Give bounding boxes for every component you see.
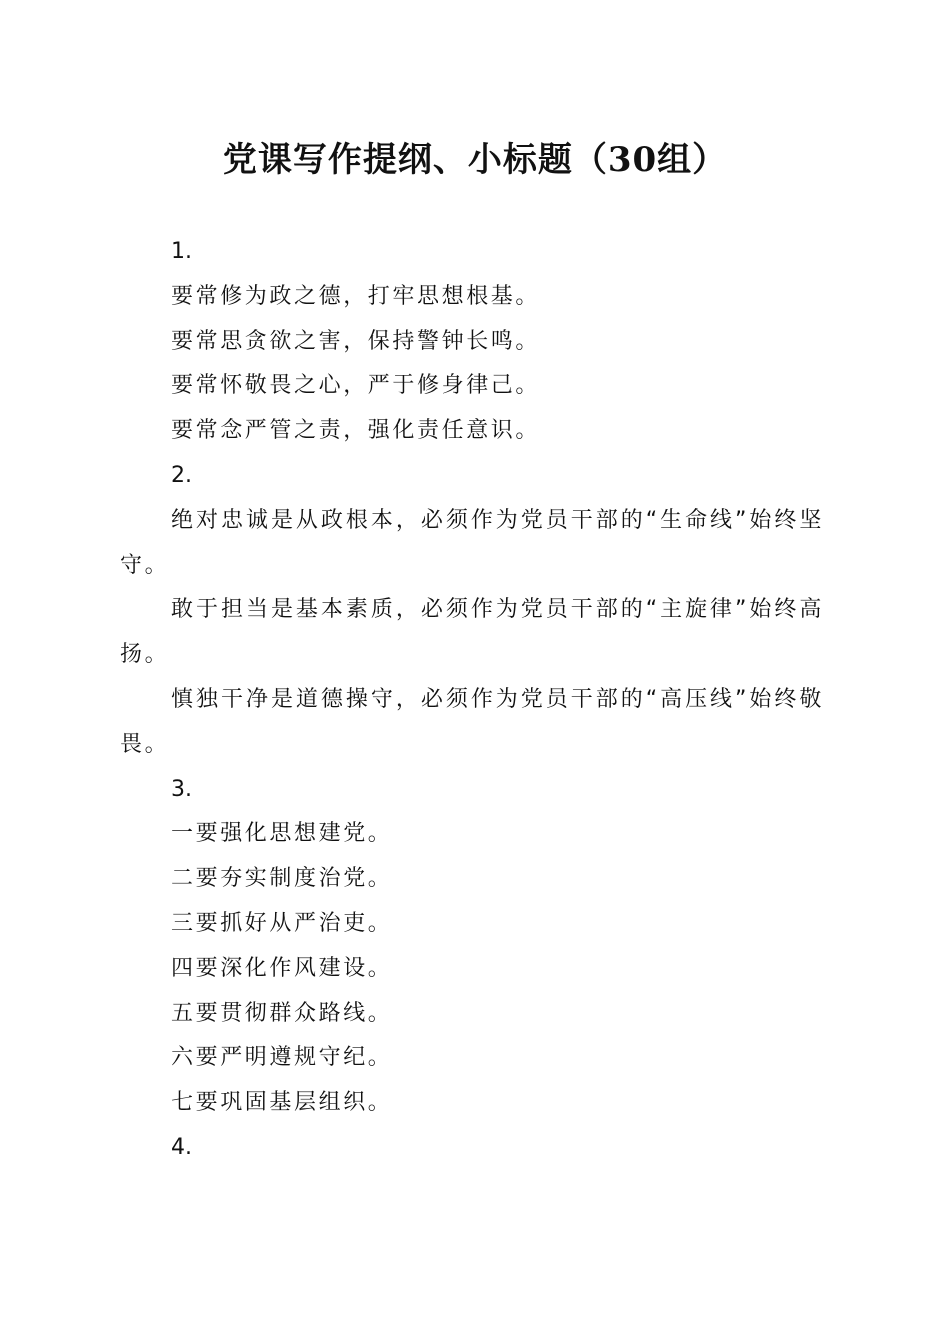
outline-line: 要常思贪欲之害，保持警钟长鸣。 (171, 328, 541, 354)
outline-paragraph: 绝对忠诚是从政根本，必须作为党员干部的“生命线”始终坚守。 (120, 507, 824, 578)
outline-line: 要常念严管之责，强化责任意识。 (171, 418, 541, 444)
outline-line: 五要贯彻群众路线。 (171, 1000, 393, 1026)
section-number: 2. (171, 462, 192, 488)
document-title: 党课写作提纲、小标题（30组） (222, 140, 728, 180)
outline-line: 二要夯实制度治党。 (171, 866, 393, 892)
outline-line: 一要强化思想建党。 (171, 821, 393, 847)
outline-paragraph: 慎独干净是道德操守，必须作为党员干部的“高压线”始终敬畏。 (120, 686, 824, 757)
outline-paragraph: 敢于担当是基本素质，必须作为党员干部的“主旋律”始终高扬。 (120, 597, 824, 668)
outline-line: 六要严明遵规守纪。 (171, 1045, 393, 1071)
outline-line: 三要抓好从严治吏。 (171, 910, 393, 936)
section-number: 3. (171, 776, 192, 802)
section-number: 1. (171, 239, 192, 264)
outline-line: 四要深化作风建设。 (171, 955, 393, 981)
outline-line: 要常怀敬畏之心，严于修身律己。 (171, 373, 541, 399)
document-body (120, 230, 824, 1171)
section-number: 4. (171, 1134, 192, 1160)
outline-line: 七要巩固基层组织。 (171, 1090, 393, 1116)
outline-line: 要常修为政之德，打牢思想根基。 (171, 283, 541, 309)
